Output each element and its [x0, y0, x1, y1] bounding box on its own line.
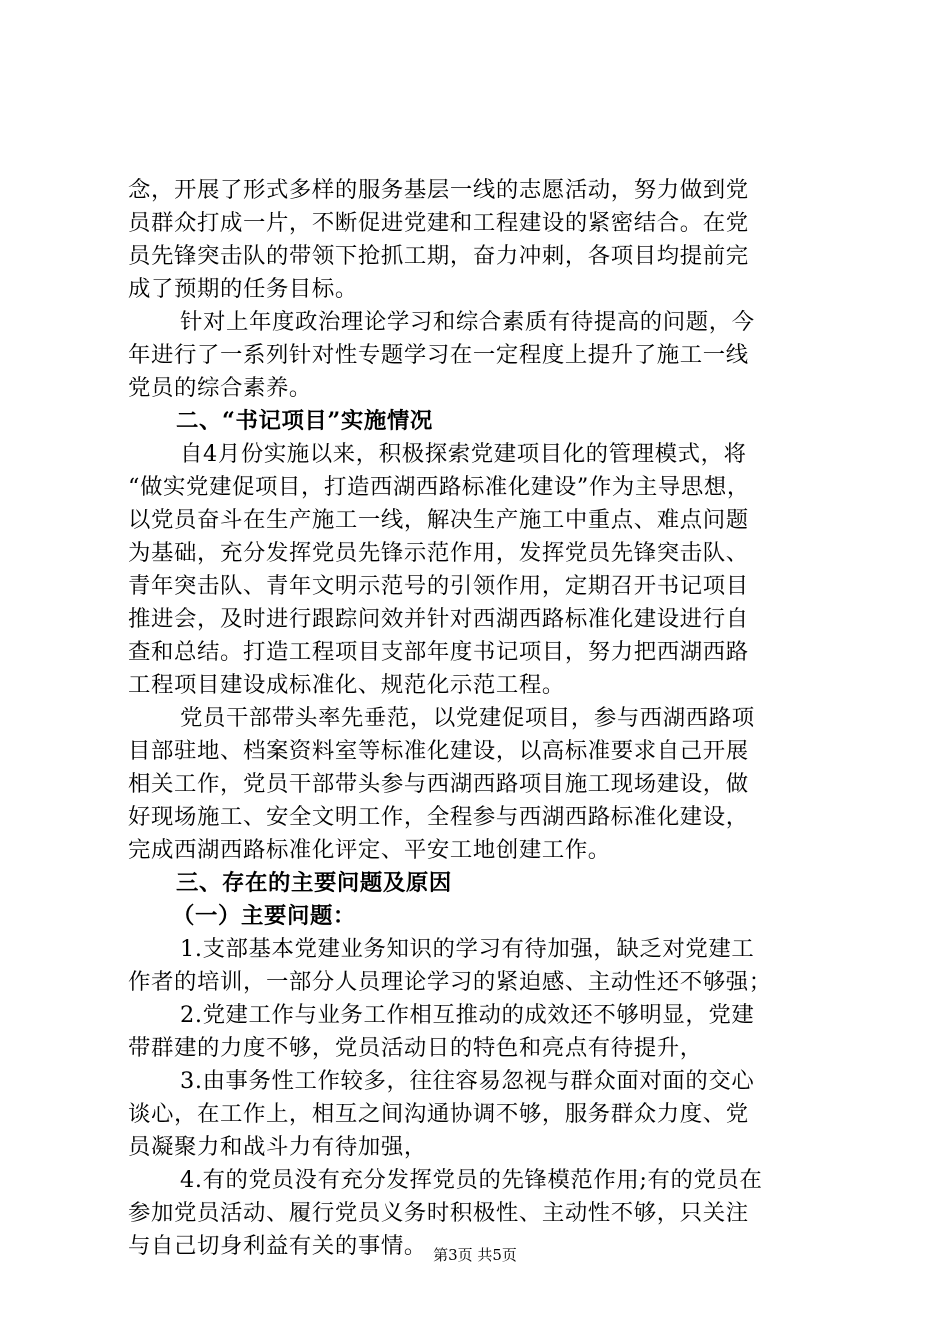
paragraph-line: 为基础，充分发挥党员先锋示范作用，发挥党员先锋突击队、	[128, 540, 749, 566]
paragraph-line: 成了预期的任务目标。	[128, 276, 358, 302]
paragraph-line: 年进行了一系列针对性专题学习在一定程度上提升了施工一线	[128, 342, 749, 368]
list-item-line: 4.有的党员没有充分发挥党员的先锋模范作用;有的党员在	[180, 1167, 763, 1193]
paragraph-line: 员群众打成一片，不断促进党建和工程建设的紧密结合。在党	[128, 210, 749, 236]
paragraph-line: 党员的综合素养。	[128, 375, 312, 401]
list-item-line: 参加党员活动、履行党员义务时积极性、主动性不够，只关注	[128, 1200, 749, 1226]
list-item-line: 3.由事务性工作较多，往往容易忽视与群众面对面的交心	[180, 1068, 755, 1094]
paragraph-line: “做实党建促项目，打造西湖西路标准化建设”作为主导思想，	[128, 474, 750, 500]
document-body	[128, 174, 828, 1263]
paragraph-line: 推进会，及时进行跟踪问效并针对西湖西路标准化建设进行自	[128, 606, 749, 632]
paragraph-line: 党员干部带头率先垂范，以党建促项目，参与西湖西路项	[180, 705, 755, 731]
paragraph-line: 针对上年度政治理论学习和综合素质有待提高的问题，今	[180, 309, 755, 335]
section-heading: 三、存在的主要问题及原因	[176, 870, 452, 896]
list-item-line: 作者的培训，一部分人员理论学习的紧迫感、主动性还不够强；	[128, 969, 772, 995]
paragraph-line: 相关工作，党员干部带头参与西湖西路项目施工现场建设，做	[128, 771, 749, 797]
subsection-heading: （一）主要问题：	[172, 903, 356, 929]
page-number-footer: 第3页 共5页	[433, 1246, 517, 1264]
list-item-line: 谈心，在工作上，相互之间沟通协调不够，服务群众力度、党	[128, 1101, 749, 1127]
paragraph-line: 完成西湖西路标准化评定、平安工地创建工作。	[128, 837, 611, 863]
paragraph-line: 念，开展了形式多样的服务基层一线的志愿活动，努力做到党	[128, 177, 749, 203]
paragraph-line: 目部驻地、档案资料室等标准化建设，以高标准要求自己开展	[128, 738, 749, 764]
paragraph-line: 员先锋突击队的带领下抢抓工期，奋力冲刺，各项目均提前完	[128, 243, 749, 269]
list-item-line: 员凝聚力和战斗力有待加强，	[128, 1134, 427, 1160]
paragraph-line: 查和总结。打造工程项目支部年度书记项目，努力把西湖西路	[128, 639, 749, 665]
paragraph-line: 工程项目建设成标准化、规范化示范工程。	[128, 672, 565, 698]
list-item-line: 与自己切身利益有关的事情。	[128, 1233, 427, 1259]
paragraph-line: 青年突击队、青年文明示范号的引领作用，定期召开书记项目	[128, 573, 749, 599]
paragraph-line: 以党员奋斗在生产施工一线，解决生产施工中重点、难点问题	[128, 507, 749, 533]
paragraph-line: 好现场施工、安全文明工作，全程参与西湖西路标准化建设，	[128, 804, 749, 830]
list-item-line: 2.党建工作与业务工作相互推动的成效还不够明显，党建	[180, 1002, 755, 1028]
list-item-line: 带群建的力度不够，党员活动日的特色和亮点有待提升，	[128, 1035, 703, 1061]
list-item-line: 1.支部基本党建业务知识的学习有待加强，缺乏对党建工	[180, 936, 755, 962]
paragraph-line: 自4月份实施以来，积极探索党建项目化的管理模式，将	[180, 441, 747, 467]
section-heading: 二、“书记项目”实施情况	[176, 408, 433, 434]
